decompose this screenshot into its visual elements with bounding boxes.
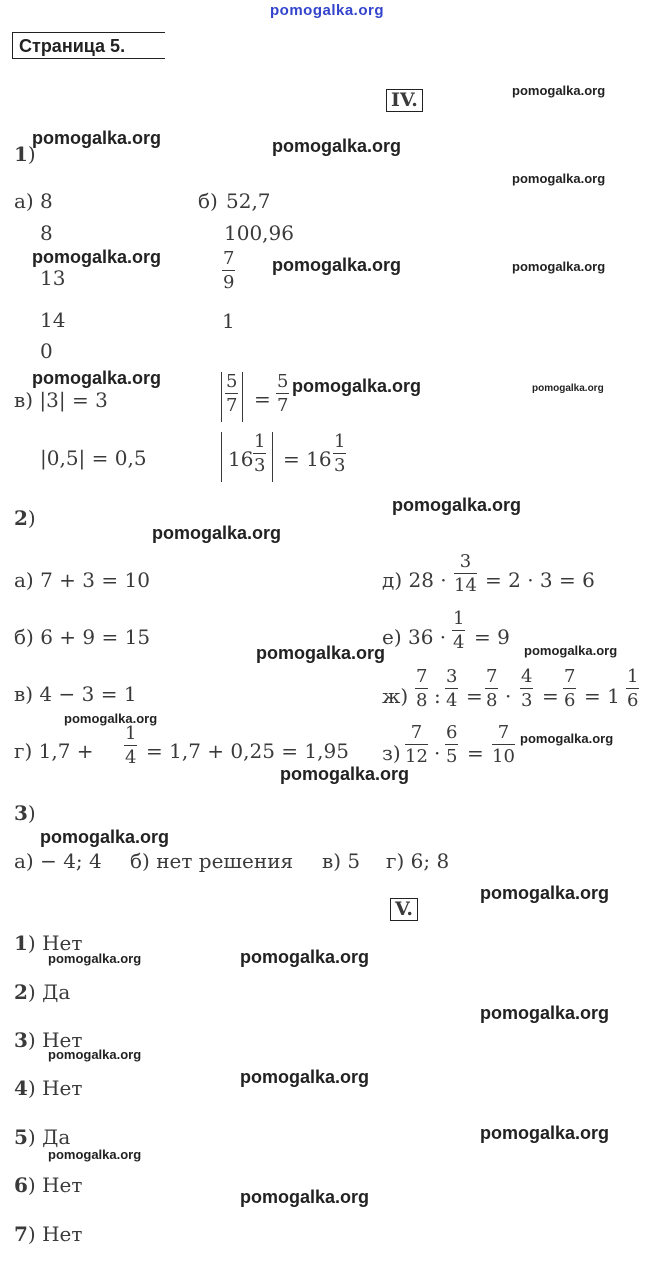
task3-b: б) нет решения	[130, 849, 294, 873]
watermark: pomogalka.org	[152, 523, 282, 543]
watermark: pomogalka.org	[64, 711, 158, 726]
task2-zh-fraction: $\frac{4}{3}$	[521, 666, 533, 711]
watermark: pomogalka.org	[480, 883, 610, 903]
task2-g-prefix: г) 1,7 +	[14, 739, 94, 763]
equals-sign: =	[254, 387, 271, 411]
task2-a: а) 7 + 3 = 10	[14, 568, 150, 592]
watermark: pomogalka.org	[48, 951, 142, 966]
section-v-item-3: 3) Нет	[14, 1028, 83, 1052]
task2-e-prefix: е) 36 ·	[382, 625, 447, 649]
task1-heading: 1)	[14, 142, 36, 166]
page-label: Страница 5.	[12, 32, 165, 59]
task2-zh-fraction: $\frac{7}{8}$	[486, 666, 498, 711]
task2-d-prefix: д) 28 ·	[382, 568, 447, 592]
abs-bar	[242, 372, 243, 422]
task2-zh-fraction: $\frac{7}{6}$	[564, 666, 576, 711]
task2-z-fraction: $\frac{7}{10}$	[492, 722, 515, 767]
watermark: pomogalka.org	[240, 1187, 370, 1207]
watermark: pomogalka.org	[480, 1003, 610, 1023]
task2-zh-result: = 1	[584, 684, 620, 708]
section-v-item-1: 1) Нет	[14, 931, 83, 955]
equals-mixed: = 16	[283, 447, 332, 471]
site-header-link[interactable]: pomogalka.org	[270, 2, 385, 19]
task1-a-4: 14	[40, 308, 66, 332]
task2-zh-op: ·	[505, 684, 512, 708]
result-fraction: $\frac{5}{7}$	[277, 371, 289, 416]
abs-bar	[272, 432, 273, 482]
section-v-item-2: 2) Да	[14, 980, 71, 1004]
task2-z-op: ·	[434, 741, 441, 765]
task2-v: в) 4 − 3 = 1	[14, 682, 137, 706]
watermark: pomogalka.org	[40, 827, 170, 847]
watermark: pomogalka.org	[512, 259, 606, 274]
task1-b-label: б)	[198, 189, 218, 213]
task2-zh-eq: =	[466, 684, 483, 708]
task1-a-5: 0	[40, 339, 53, 363]
task2-zh-eq: =	[542, 684, 559, 708]
watermark: pomogalka.org	[512, 83, 606, 98]
task2-z-fraction: $\frac{6}{5}$	[446, 722, 458, 767]
watermark: pomogalka.org	[272, 255, 402, 275]
watermark: pomogalka.org	[480, 1123, 610, 1143]
section-iv-label: IV.	[386, 89, 423, 112]
task2-e-fraction: $\frac{1}{4}$	[453, 608, 465, 653]
task2-zh-op: :	[434, 684, 441, 708]
task3-v: в) 5	[322, 849, 361, 873]
task1-b-2: 100,96	[224, 221, 294, 245]
watermark: pomogalka.org	[392, 495, 522, 515]
mixed-whole: 16	[228, 447, 254, 471]
task2-e-result: = 9	[474, 625, 510, 649]
task1-a-3: 13	[40, 266, 66, 290]
watermark: pomogalka.org	[280, 764, 410, 784]
task2-z-fraction: $\frac{7}{12}$	[405, 722, 428, 767]
task1-a-2: 8	[40, 221, 53, 245]
task2-g-result: = 1,7 + 0,25 = 1,95	[146, 739, 349, 763]
section-v-label: V.	[390, 898, 418, 921]
result-mixed-fraction: $\frac{1}{3}$	[334, 431, 346, 476]
task2-zh-fraction: $\frac{7}{8}$	[416, 666, 428, 711]
section-v-item-4: 4) Нет	[14, 1076, 83, 1100]
task2-b: б) 6 + 9 = 15	[14, 625, 151, 649]
task1-b-3-fraction: $\frac{7}{9}$	[223, 248, 235, 293]
task2-z-eq: =	[467, 741, 484, 765]
abs-fraction: $\frac{5}{7}$	[226, 371, 238, 416]
watermark: pomogalka.org	[48, 1147, 142, 1162]
task2-zh-label: ж)	[382, 684, 409, 708]
watermark: pomogalka.org	[240, 1067, 370, 1087]
section-v-item-6: 6) Нет	[14, 1173, 83, 1197]
task1-v-1: в) |3| = 3	[14, 388, 108, 412]
task1-b-4: 1	[222, 309, 235, 333]
section-v-item-7: 7) Нет	[14, 1222, 83, 1246]
task2-z-label: з)	[382, 741, 401, 765]
mixed-fraction: $\frac{1}{3}$	[254, 431, 266, 476]
watermark: pomogalka.org	[256, 643, 386, 663]
task3-a: а) − 4; 4	[14, 849, 102, 873]
watermark: pomogalka.org	[524, 643, 618, 658]
watermark: pomogalka.org	[32, 368, 162, 388]
task1-b-1: 52,7	[226, 189, 271, 213]
watermark: pomogalka.org	[32, 128, 162, 148]
task2-g-fraction: $\frac{1}{4}$	[125, 723, 137, 768]
watermark: pomogalka.org	[520, 731, 614, 746]
watermark: pomogalka.org	[272, 136, 402, 156]
watermark: pomogalka.org	[532, 383, 604, 394]
section-v-item-5: 5) Да	[14, 1125, 71, 1149]
abs-bar	[221, 432, 222, 482]
watermark: pomogalka.org	[292, 376, 422, 396]
abs-bar	[221, 372, 222, 422]
task2-d-fraction: $\frac{3}{14}$	[454, 551, 477, 596]
task1-a-1: 8	[40, 189, 53, 213]
task2-zh-fraction: $\frac{1}{6}$	[627, 666, 639, 711]
task3-g: г) 6; 8	[386, 849, 450, 873]
task1-a-label: а)	[14, 189, 34, 213]
watermark: pomogalka.org	[48, 1047, 142, 1062]
watermark: pomogalka.org	[240, 947, 370, 967]
watermark: pomogalka.org	[32, 247, 162, 267]
watermark: pomogalka.org	[512, 171, 606, 186]
task2-zh-fraction: $\frac{3}{4}$	[446, 666, 458, 711]
task1-v-2: |0,5| = 0,5	[40, 446, 147, 470]
task2-heading: 2)	[14, 506, 36, 530]
task3-heading: 3)	[14, 801, 36, 825]
task2-d-result: = 2 · 3 = 6	[485, 568, 595, 592]
